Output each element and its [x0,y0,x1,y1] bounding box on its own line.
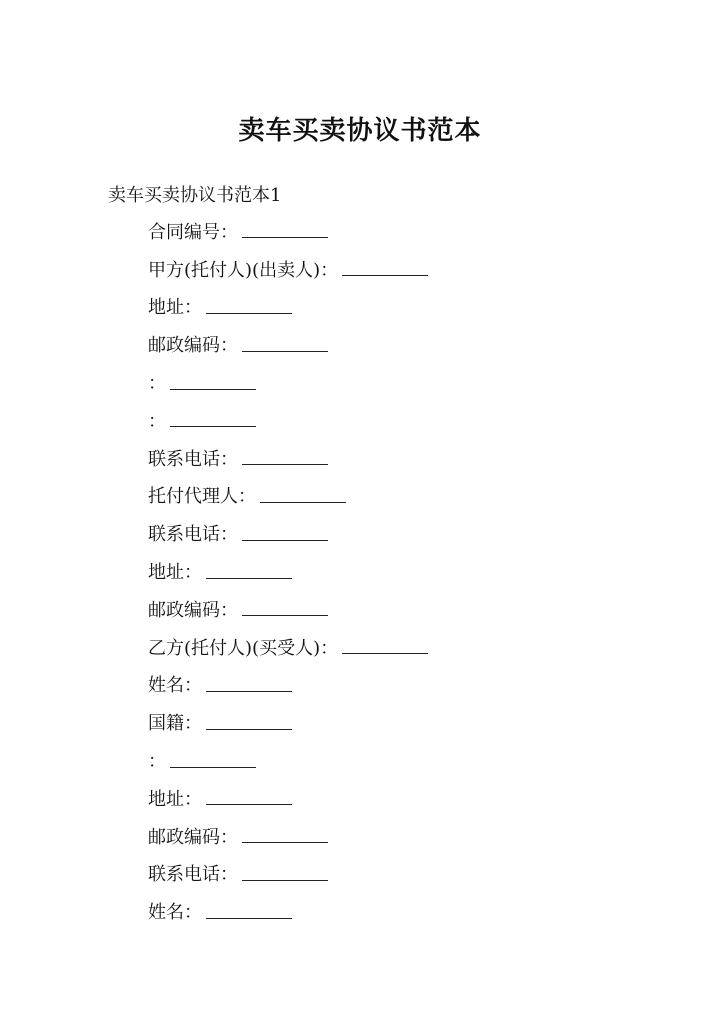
field-label: 托付代理人： [148,486,256,508]
field-party-b [148,628,428,666]
blank-line [206,564,292,579]
field-party-a [148,250,428,288]
field-name [148,892,428,930]
field-label: 联系电话： [148,448,238,470]
field-label: 邮政编码： [148,599,238,621]
field-label: ： [148,410,166,432]
blank-line [170,375,256,390]
blank-line [242,223,328,238]
field-name [148,666,428,704]
field-label: 邮政编码： [148,335,238,357]
field-address [148,779,428,817]
field-label: ： [148,751,166,773]
field-phone [148,855,428,893]
blank-line [242,828,328,843]
field-label: 地址： [148,788,202,810]
blank-line [206,299,292,314]
field-contract-number [148,212,428,250]
blank-line [242,450,328,465]
field-agent [148,477,428,515]
field-unlabeled [148,401,428,439]
section-heading: 卖车买卖协议书范本1 [108,185,282,206]
blank-line [242,526,328,541]
field-label: 邮政编码： [148,826,238,848]
blank-line [170,753,256,768]
field-address [148,288,428,326]
field-unlabeled [148,741,428,779]
blank-line [260,488,346,503]
field-label: 合同编号： [148,221,238,243]
field-phone [148,514,428,552]
field-label: 甲方(托付人)(出卖人)： [148,259,339,281]
blank-line [170,412,256,427]
blank-line [206,715,292,730]
field-unlabeled [148,363,428,401]
field-label: 地址： [148,297,202,319]
document-title: 卖车买卖协议书范本 [238,116,482,146]
field-label: ： [148,373,166,395]
blank-line [206,790,292,805]
form-fields [148,212,428,930]
field-label: 联系电话： [148,524,238,546]
blank-line [206,904,292,919]
field-address [148,552,428,590]
field-phone [148,439,428,477]
field-postal-code [148,325,428,363]
field-label: 姓名： [148,902,202,924]
field-label: 地址： [148,562,202,584]
blank-line [206,677,292,692]
blank-line [342,261,428,276]
field-label: 姓名： [148,675,202,697]
field-label: 联系电话： [148,864,238,886]
field-label: 国籍： [148,713,202,735]
blank-line [242,601,328,616]
blank-line [342,639,428,654]
field-nationality [148,703,428,741]
blank-line [242,337,328,352]
field-postal-code [148,817,428,855]
field-label: 乙方(托付人)(买受人)： [148,637,339,659]
blank-line [242,866,328,881]
field-postal-code [148,590,428,628]
